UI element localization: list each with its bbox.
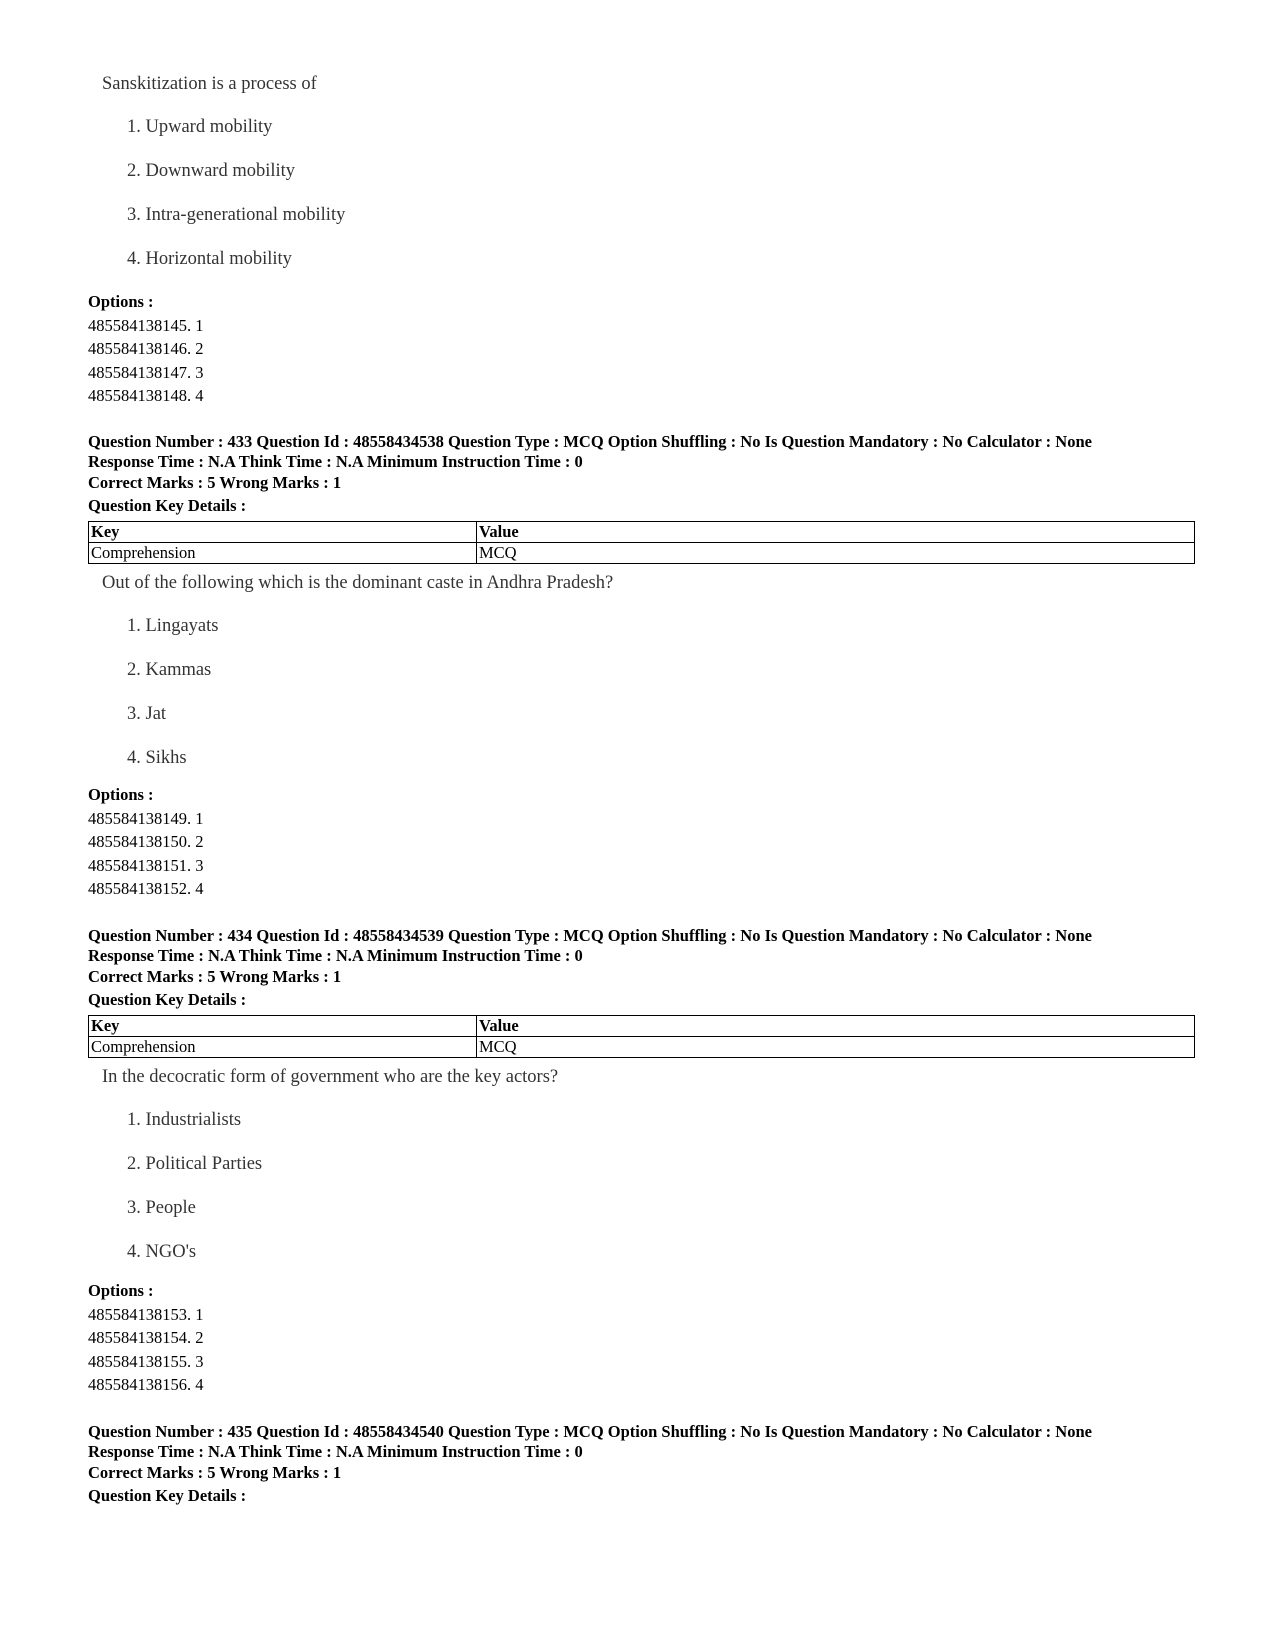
question-text: Out of the following which is the dominant caste in Andhra Pradesh?	[102, 573, 614, 593]
table-cell: Comprehension	[89, 543, 477, 564]
choice-list	[102, 105, 345, 281]
option-item: 485584138150. 2	[88, 832, 204, 851]
question-text: In the decocratic form of government who are the key actors?	[102, 1067, 559, 1087]
question-meta	[88, 1422, 1092, 1507]
option-item: 485584138153. 1	[88, 1304, 204, 1324]
table-row	[89, 1037, 1195, 1058]
option-item: 485584138145. 1	[88, 315, 204, 335]
choice-item: 4. Sikhs	[127, 748, 187, 768]
options-list	[88, 1279, 204, 1397]
table-header-cell: Value	[477, 522, 1195, 543]
key-details-label: Question Key Details :	[88, 496, 247, 515]
options-label: Options :	[88, 292, 154, 311]
options-label: Options :	[88, 1281, 154, 1300]
table-header-cell: Value	[477, 1016, 1195, 1037]
question-meta-line: Response Time : N.A Think Time : N.A Minimum Instruction Time : 0	[88, 1441, 583, 1461]
options-list	[88, 783, 204, 901]
table-cell: Comprehension	[89, 1037, 477, 1058]
option-item: 485584138156. 4	[88, 1375, 204, 1394]
key-details-table	[88, 1015, 1195, 1058]
option-item: 485584138146. 2	[88, 339, 204, 358]
option-item: 485584138147. 3	[88, 362, 204, 382]
marks-line: Correct Marks : 5 Wrong Marks : 1	[88, 473, 342, 492]
choice-item: 1. Upward mobility	[127, 117, 273, 137]
table-header-row	[89, 522, 1195, 543]
choice-list	[102, 604, 613, 780]
choice-item: 3. People	[127, 1198, 196, 1218]
key-details-label: Question Key Details :	[88, 1486, 247, 1505]
table-header-cell: Key	[89, 522, 477, 543]
option-item: 485584138149. 1	[88, 808, 204, 828]
choice-item: 3. Intra-generational mobility	[127, 205, 346, 225]
marks-line: Correct Marks : 5 Wrong Marks : 1	[88, 967, 342, 986]
table-header-cell: Key	[89, 1016, 477, 1037]
option-item: 485584138148. 4	[88, 386, 204, 405]
options-label: Options :	[88, 785, 154, 804]
question-meta-line: Question Number : 433 Question Id : 48558434538 Question Type : MCQ Option Shuffling : No Is Question Mandatory : No Calculator : None	[88, 432, 1092, 451]
choice-item: 2. Political Parties	[127, 1154, 263, 1174]
marks-line: Correct Marks : 5 Wrong Marks : 1	[88, 1463, 342, 1482]
choice-item: 4. Horizontal mobility	[127, 249, 292, 269]
question-meta-line: Response Time : N.A Think Time : N.A Minimum Instruction Time : 0	[88, 451, 583, 471]
question-image	[102, 571, 613, 780]
table-cell: MCQ	[477, 543, 1195, 564]
choice-item: 4. NGO's	[127, 1242, 197, 1262]
choice-item: 2. Kammas	[127, 660, 212, 680]
choice-item: 1. Industrialists	[127, 1110, 242, 1130]
choice-item: 3. Jat	[127, 704, 167, 724]
key-details-label: Question Key Details :	[88, 990, 247, 1009]
option-item: 485584138154. 2	[88, 1328, 204, 1347]
table-header-row	[89, 1016, 1195, 1037]
choice-list	[102, 1098, 558, 1274]
option-item: 485584138155. 3	[88, 1351, 204, 1371]
option-item: 485584138152. 4	[88, 879, 204, 898]
choice-item: 2. Downward mobility	[127, 161, 296, 181]
table-cell: MCQ	[477, 1037, 1195, 1058]
key-details-table	[88, 521, 1195, 564]
question-image	[102, 72, 345, 281]
option-item: 485584138151. 3	[88, 855, 204, 875]
choice-item: 1. Lingayats	[127, 616, 219, 636]
question-text: Sanskitization is a process of	[102, 74, 317, 94]
question-meta	[88, 432, 1092, 517]
options-list	[88, 290, 204, 408]
question-meta-line: Question Number : 435 Question Id : 48558434540 Question Type : MCQ Option Shuffling : No Is Question Mandatory : No Calculator : None	[88, 1422, 1092, 1441]
question-meta-line: Response Time : N.A Think Time : N.A Minimum Instruction Time : 0	[88, 945, 583, 965]
question-meta	[88, 926, 1092, 1011]
question-image	[102, 1065, 558, 1274]
table-row	[89, 543, 1195, 564]
question-meta-line: Question Number : 434 Question Id : 48558434539 Question Type : MCQ Option Shuffling : No Is Question Mandatory : No Calculator : None	[88, 926, 1092, 945]
